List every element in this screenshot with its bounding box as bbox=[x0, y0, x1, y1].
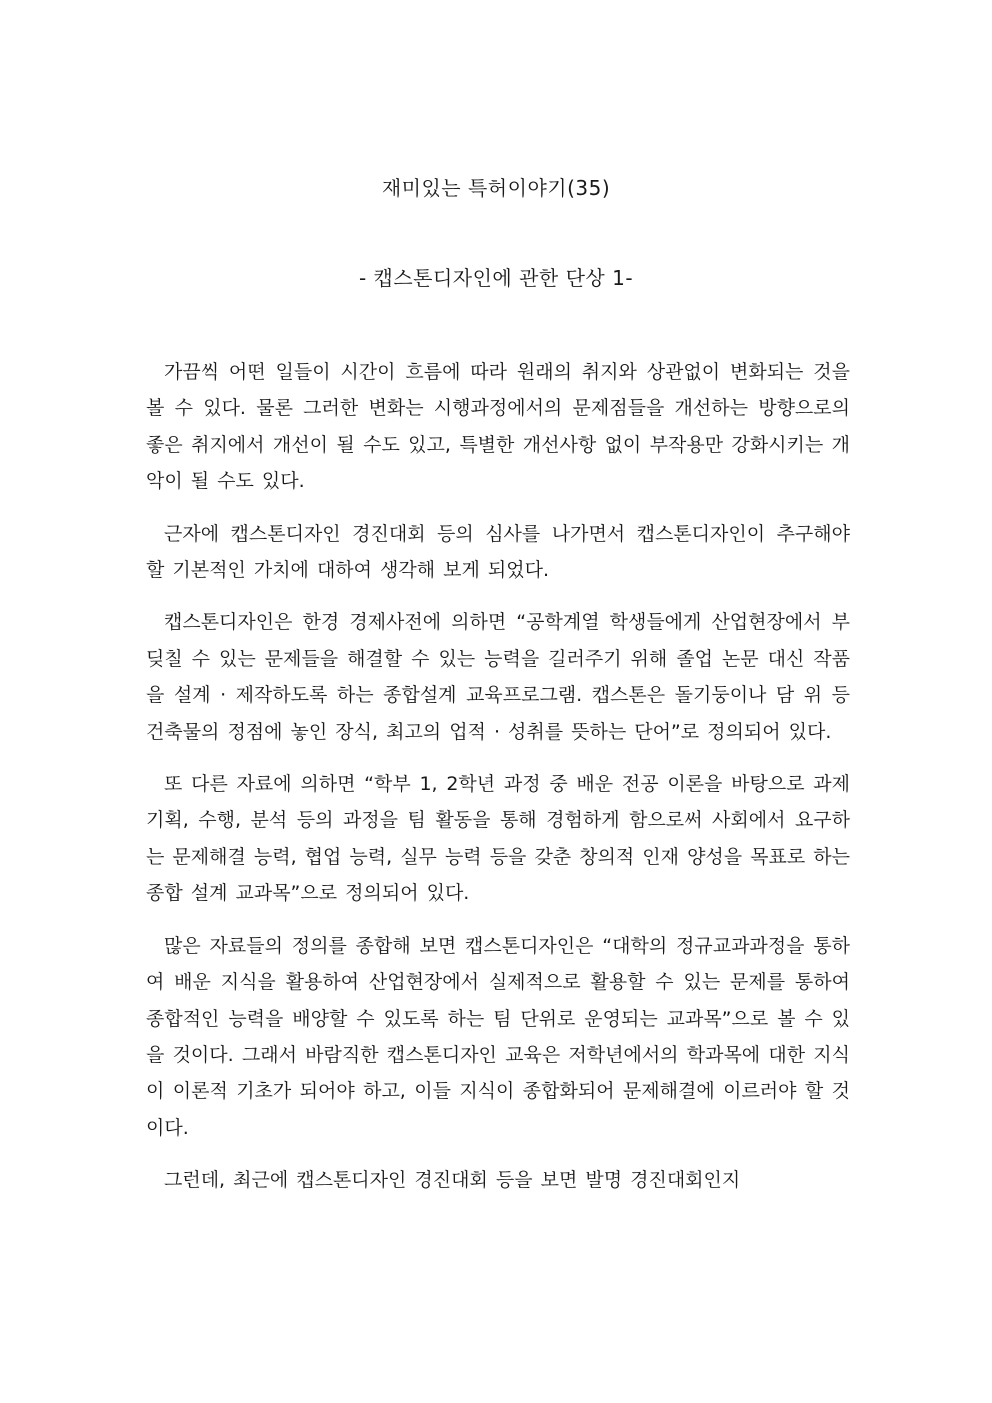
document-title: 재미있는 특허이야기(35) bbox=[381, 176, 611, 200]
paragraph: 많은 자료들의 정의를 종합해 보면 캡스톤디자인은 “대학의 정규교과과정을 통하여 배운 지식을 활용하여 산업현장에서 실제적으로 활용할 수 있는 문제를 통하여 종합적인 능력을 배양할 수 있도록 하는 팀 단위로 운영되는 교과목”으로 볼 수 있을 것이다. 그래서 바람직한 캡스톤디자인 교육은 저학년에서의 학과목에 대한 지식이 이론적 기초가 되어야 하고, 이들 지식이 종합화되어 문제해결에 이르러야 할 것이다. bbox=[146, 934, 850, 1139]
paragraph: 가끔씩 어떤 일들이 시간이 흐름에 따라 원래의 취지와 상관없이 변화되는 것을 볼 수 있다. 물론 그러한 변화는 시행과정에서의 문제점들을 개선하는 방향으로의 좋은 취지에서 개선이 될 수도 있고, 특별한 개선사항 없이 부작용만 강화시키는 개악이 될 수도 있다. bbox=[146, 361, 850, 493]
paragraph: 캡스톤디자인은 한경 경제사전에 의하면 “공학계열 학생들에게 산업현장에서 부딪칠 수 있는 문제들을 해결할 수 있는 능력을 길러주기 위해 졸업 논문 대신 작품을 설계 · 제작하도록 하는 종합설계 교육프로그램. 캡스톤은 돌기둥이나 담 위 등 건축물의 정점에 놓인 장식, 최고의 업적 · 성취를 뜻하는 단어”로 정의되어 있다. bbox=[146, 611, 850, 743]
document-subtitle: - 캡스톤디자인에 관한 단상 1- bbox=[358, 266, 634, 290]
paragraph: 근자에 캡스톤디자인 경진대회 등의 심사를 나가면서 캡스톤디자인이 추구해야 할 기본적인 가치에 대하여 생각해 보게 되었다. bbox=[146, 522, 850, 582]
document-body bbox=[146, 354, 850, 1215]
paragraph: 그런데, 최근에 캡스톤디자인 경진대회 등을 보면 발명 경진대회인지 bbox=[164, 1169, 741, 1192]
paragraph: 또 다른 자료에 의하면 “학부 1, 2학년 과정 중 배운 전공 이론을 바탕으로 과제 기획, 수행, 분석 등의 과정을 팀 활동을 통해 경험하게 함으로써 사회에서 요구하는 문제해결 능력, 협업 능력, 실무 능력 등을 갖춘 창의적 인재 양성을 목표로 하는 종합 설계 교과목”으로 정의되어 있다. bbox=[146, 773, 850, 905]
